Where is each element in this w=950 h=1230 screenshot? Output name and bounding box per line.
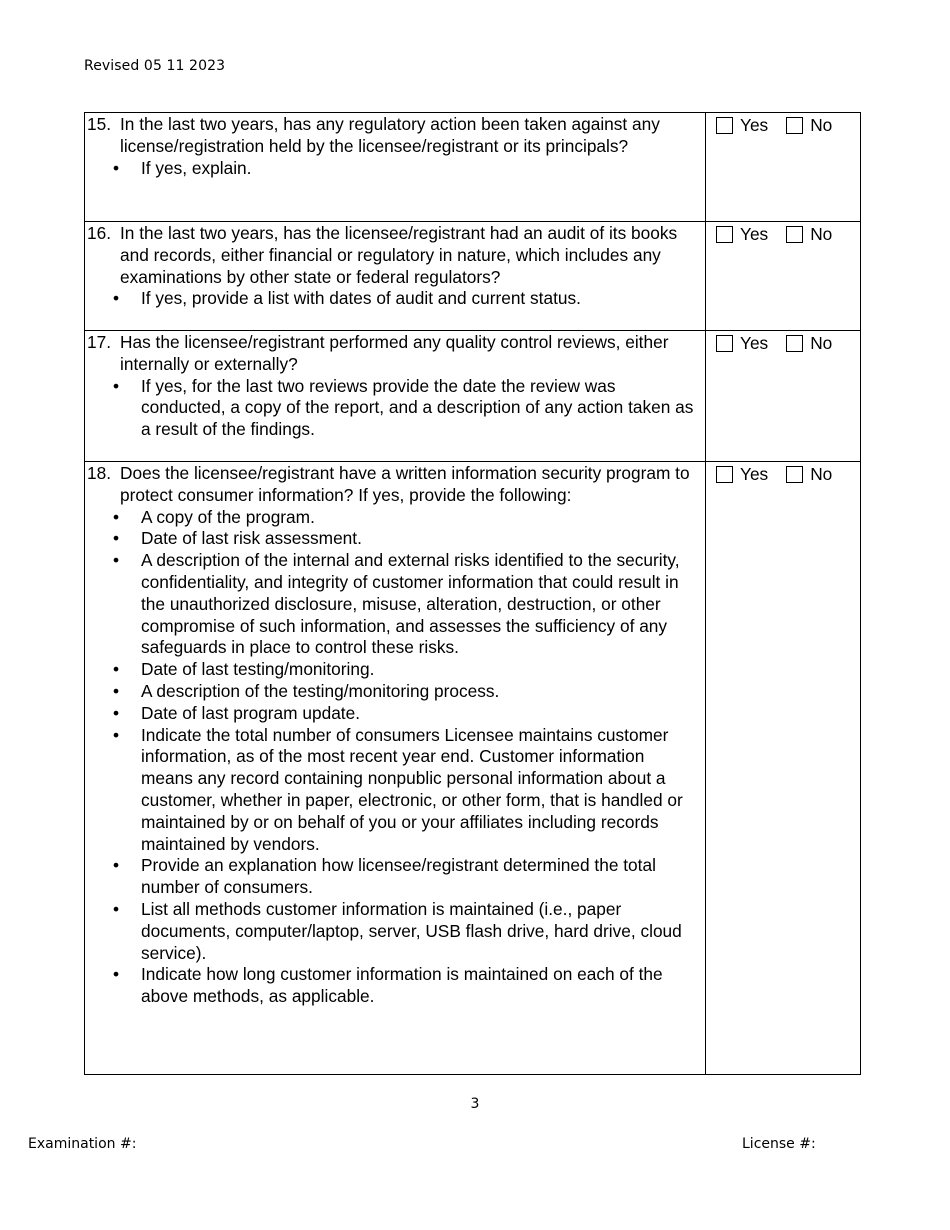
answer-cell	[706, 222, 861, 331]
question-text: In the last two years, has the licensee/registrant had an audit of its books and records, either financial or regulatory in nature, which includes any examinations by other state or federal regulators?	[120, 223, 678, 287]
yes-checkbox[interactable]	[716, 466, 733, 483]
page-number: 3	[470, 1096, 480, 1112]
no-label: No	[810, 115, 833, 135]
question-text: Has the licensee/registrant performed any quality control reviews, either internally or externally?	[120, 332, 669, 374]
question-cell	[85, 331, 706, 462]
no-label: No	[810, 464, 833, 484]
bullet-item: • Provide an explanation how licensee/registrant determined the total number of consumers.	[141, 855, 697, 899]
bullet-item: • List all methods customer information is maintained (i.e., paper documents, computer/laptop, server, USB flash drive, hard drive, cloud service).	[141, 899, 697, 964]
question-number: 16.	[87, 223, 112, 243]
yes-label: Yes	[740, 115, 769, 135]
answer-cell	[706, 331, 861, 462]
no-label: No	[810, 224, 833, 244]
answer-cell	[706, 113, 861, 222]
bullet-item: • If yes, provide a list with dates of audit and current status.	[141, 288, 697, 310]
bullet-list	[85, 376, 697, 441]
question-cell	[85, 222, 706, 331]
question-number: 15.	[87, 114, 112, 134]
yes-label: Yes	[740, 224, 769, 244]
bullet-item: • Date of last risk assessment.	[141, 528, 697, 550]
bullet-item: • A description of the testing/monitoring process.	[141, 681, 697, 703]
revised-date: Revised 05 11 2023	[84, 58, 226, 74]
question-cell	[85, 462, 706, 1075]
question-cell	[85, 113, 706, 222]
question-row-18	[85, 462, 861, 1075]
bullet-item: • A copy of the program.	[141, 507, 697, 529]
bullet-item: • If yes, for the last two reviews provide the date the review was conducted, a copy of the report, and a description of any action taken as a result of the findings.	[141, 376, 697, 441]
question-text: In the last two years, has any regulatory action been taken against any license/registration held by the licensee/registrant or its principals?	[120, 114, 660, 156]
question-number: 18.	[87, 463, 112, 483]
yes-checkbox[interactable]	[716, 117, 733, 134]
bullet-list	[85, 507, 697, 1008]
no-checkbox[interactable]	[786, 117, 803, 134]
yes-label: Yes	[740, 464, 769, 484]
question-row-15	[85, 113, 861, 222]
no-label: No	[810, 333, 833, 353]
questionnaire-table	[84, 112, 861, 1075]
bullet-item: • Date of last program update.	[141, 703, 697, 725]
examination-number-label: Examination #:	[28, 1136, 137, 1152]
no-checkbox[interactable]	[786, 466, 803, 483]
bullet-item: • Date of last testing/monitoring.	[141, 659, 697, 681]
yes-label: Yes	[740, 333, 769, 353]
question-row-16	[85, 222, 861, 331]
question-number: 17.	[87, 332, 112, 352]
no-checkbox[interactable]	[786, 226, 803, 243]
answer-cell	[706, 462, 861, 1075]
question-text: Does the licensee/registrant have a written information security program to protect consumer information? If yes, provide the following:	[120, 463, 690, 505]
yes-checkbox[interactable]	[716, 226, 733, 243]
bullet-item: • If yes, explain.	[141, 158, 697, 180]
no-checkbox[interactable]	[786, 335, 803, 352]
yes-checkbox[interactable]	[716, 335, 733, 352]
bullet-item: • Indicate how long customer information is maintained on each of the above methods, as applicable.	[141, 964, 697, 1008]
question-row-17	[85, 331, 861, 462]
bullet-list	[85, 288, 697, 310]
bullet-item: • Indicate the total number of consumers Licensee maintains customer information, as of the most recent year end. Customer information means any record containing nonpublic personal information about a customer, whether in paper, electronic, or other form, that is handled or maintained by or on behalf of you or your affiliates including records maintained by vendors.	[141, 725, 697, 856]
bullet-list	[85, 158, 697, 180]
bullet-item: • A description of the internal and external risks identified to the security, confidentiality, and integrity of customer information that could result in the unauthorized disclosure, misuse, alteration, destruction, or other compromise of such information, and assesses the sufficiency of any safeguards in place to control these risks.	[141, 550, 697, 659]
license-number-label: License #:	[742, 1136, 816, 1152]
